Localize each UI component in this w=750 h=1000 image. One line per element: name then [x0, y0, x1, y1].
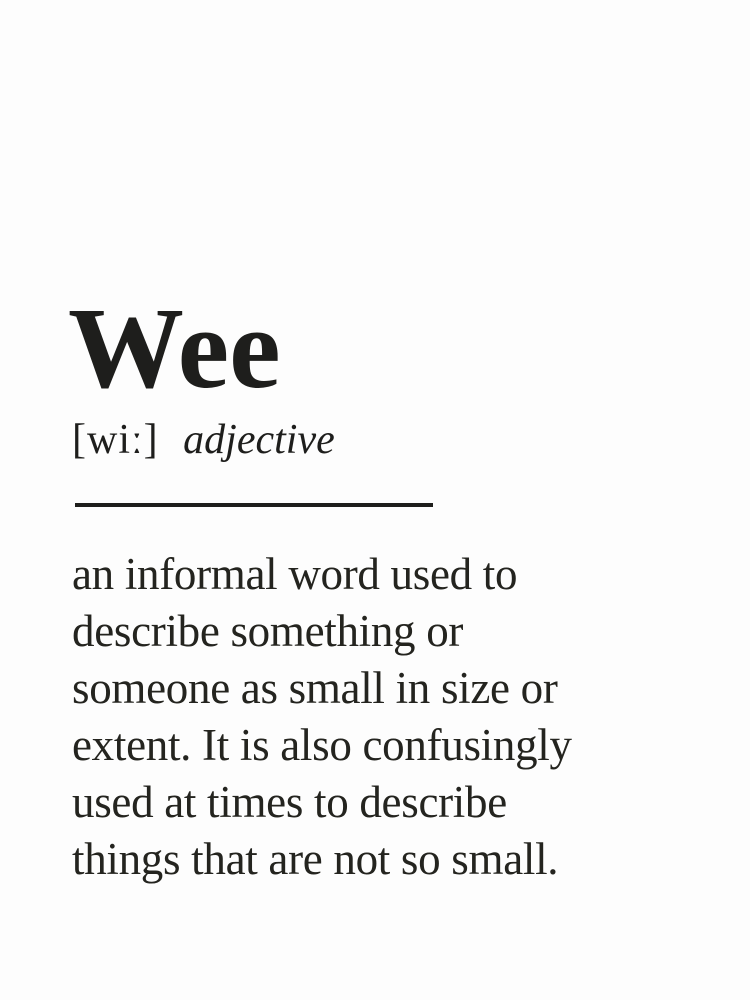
pronunciation-line: [72, 419, 335, 461]
definition-line: an informal word used to: [72, 549, 518, 599]
definition-line: describe something or: [72, 606, 464, 656]
definition-line: extent. It is also confusingly: [72, 720, 572, 770]
definition-line: used at times to describe: [72, 777, 507, 827]
definition-line: things that are not so small.: [72, 834, 559, 884]
phonetic-transcription: [wiː]: [72, 417, 159, 463]
part-of-speech-label: adjective: [183, 417, 335, 463]
divider-rule: [75, 503, 433, 507]
definition-text: [72, 546, 572, 888]
word-heading: Wee: [68, 285, 281, 413]
definition-line: someone as small in size or: [72, 663, 558, 713]
